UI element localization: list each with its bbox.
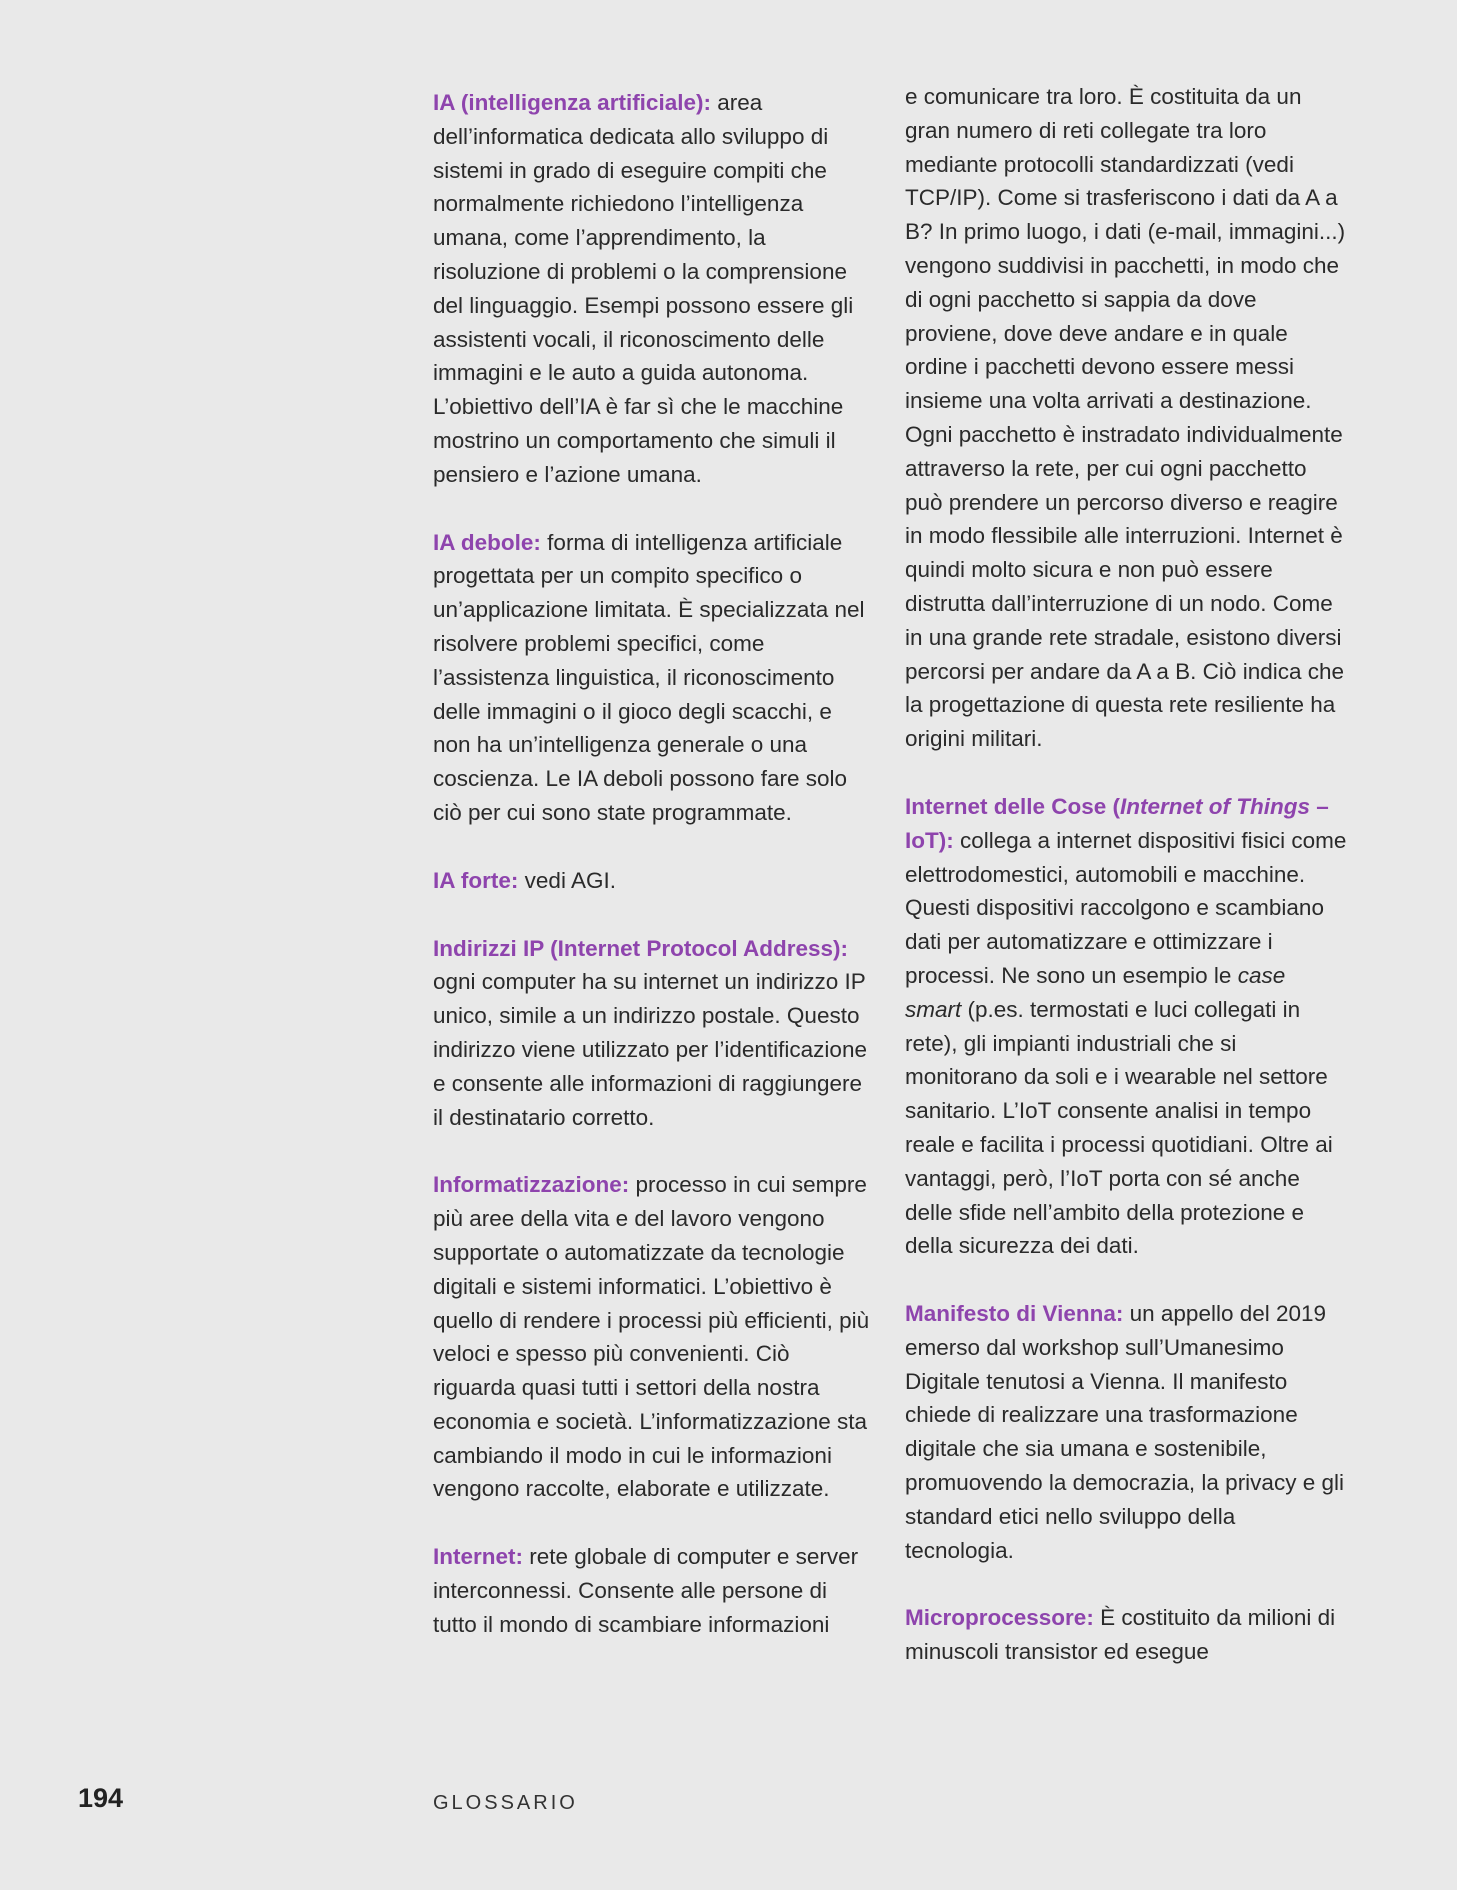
entry-definition: processo in cui sempre più aree della vita e del lavoro vengono supportate o automatizzate da tecnologie digitali e sistemi informatici. L’obiettivo è quello di rendere i processi più efficienti, più veloci e spesso più convenienti. Ciò riguarda quasi tutti i settori della nostra economia e società. L’informatizzazione sta cambiando il modo in cui le informazioni vengono raccolte, elaborate e utilizzate. — [433, 1172, 870, 1502]
glossary-entry-indirizzi-ip — [433, 932, 873, 1135]
entry-term: Informatizzazione: — [433, 1172, 630, 1198]
entry-term-italic: Internet of Things — [1120, 793, 1311, 819]
entry-definition: e comunicare tra loro. È costituita da un gran numero di reti collegate tra loro mediante protocolli standardizzati (vedi TCP/IP). Come si trasferiscono i dati da A a B? In primo luogo, i dati (e-mail, immagini...) vengono suddivisi in pacchetti, in modo che di ogni pacchetto si sappia da dove proviene, dove deve andare e in quale ordine i pacchetti devono essere messi insieme una volta arrivati a destinazione. Ogni pacchetto è instradato individualmente attraverso la rete, per cui ogni pacchetto può prendere un percorso diverso e reagire in modo flessibile alle interruzioni. Internet è quindi molto sicura e non può essere distrutta dall’interruzione di un nodo. Come in una grande rete stradale, esistono diversi percorsi per andare da A a B. Ciò indica che la progettazione di questa rete resiliente ha origini militari. — [905, 84, 1346, 752]
entry-term: Microprocessore: — [905, 1605, 1094, 1631]
entry-term: Indirizzi IP (Internet Protocol Address): — [433, 935, 849, 961]
entry-definition: forma di intelligenza artificiale progettata per un compito specifico o un’applicazione limitata. È specializzata nel risolvere problemi specifici, come l’assistenza linguistica, il riconoscimento delle immagini o il gioco degli scacchi, e non ha un’intelligenza generale o una coscienza. Le IA deboli possono fare solo ciò per cui sono state programmate. — [433, 529, 865, 825]
entry-definition — [905, 828, 1346, 1259]
entry-definition: ogni computer ha su internet un indirizzo IP unico, simile a un indirizzo postale. Questo indirizzo viene utilizzato per l’identificazione e consente alle informazioni di raggiungere il destinatario corretto. — [433, 969, 867, 1130]
entry-term-start: Internet delle Cose ( — [905, 793, 1121, 819]
glossary-entry-ia — [433, 86, 873, 492]
glossary-entry-ia-debole — [433, 526, 873, 830]
entry-term: Internet: — [433, 1544, 523, 1570]
entry-definition: È costituito da milioni di minuscoli transistor ed esegue — [905, 1605, 1336, 1665]
glossary-entry-internet-continued — [905, 80, 1347, 756]
entry-term: Manifesto di Vienna: — [905, 1301, 1124, 1327]
entry-definition-end: (p.es. termostati e luci collegati in rete), gli impianti industriali che si monitorano da soli e i wearable nel settore sanitario. L’IoT consente analisi in tempo reale e facilita i processi quotidiani. Oltre ai vantaggi, però, l’IoT porta con sé anche delle sfide nell’ambito della protezione e della sicurezza dei dati. — [905, 996, 1333, 1259]
glossary-entry-informatizzazione — [433, 1168, 873, 1506]
glossary-entry-iot — [905, 790, 1347, 1263]
entry-definition-start: collega a internet dispositivi fisici come elettrodomestici, automobili e macchine. Questi dispositivi raccolgono e scambiano dati per automatizzare e ottimizzare i processi. Ne sono un esempio le — [905, 827, 1347, 988]
glossary-entry-manifesto — [905, 1297, 1347, 1567]
right-column — [905, 80, 1347, 1703]
glossary-entry-microprocessore — [905, 1601, 1347, 1669]
entry-definition: area dell’informatica dedicata allo sviluppo di sistemi in grado di eseguire compiti che normalmente richiedono l’intelligenza umana, come l’apprendimento, la risoluzione di problemi o la comprensione del linguaggio. Esempi possono essere gli assistenti vocali, il riconoscimento delle immagini e le auto a guida autonoma. L’obiettivo dell’IA è far sì che le macchine mostrino un comportamento che simuli il pensiero e l’azione umana. — [433, 90, 854, 487]
entry-term: IA forte: — [433, 867, 519, 893]
entry-definition: vedi AGI. — [518, 867, 616, 893]
section-label: GLOSSARIO — [433, 1792, 578, 1814]
entry-term: IA debole: — [433, 529, 541, 555]
entry-definition-italic: case smart — [905, 962, 1286, 1022]
entry-definition: rete globale di computer e server interconnessi. Consente alle persone di tutto il mondo di scambiare informazioni — [433, 1544, 859, 1637]
glossary-entry-internet — [433, 1540, 873, 1641]
entry-definition: un appello del 2019 emerso dal workshop sull’Umanesimo Digitale tenutosi a Vienna. Il manifesto chiede di realizzare una trasformazione digitale che sia umana e sostenibile, promuovendo la democrazia, la privacy e gli standard etici nello sviluppo della tecnologia. — [905, 1301, 1344, 1563]
entry-term-end: – IoT): — [905, 793, 1329, 853]
left-column — [433, 86, 873, 1676]
entry-term: IA (intelligenza artificiale): — [433, 90, 711, 115]
glossary-entry-ia-forte — [433, 864, 873, 898]
page-number: 194 — [78, 1783, 124, 1813]
